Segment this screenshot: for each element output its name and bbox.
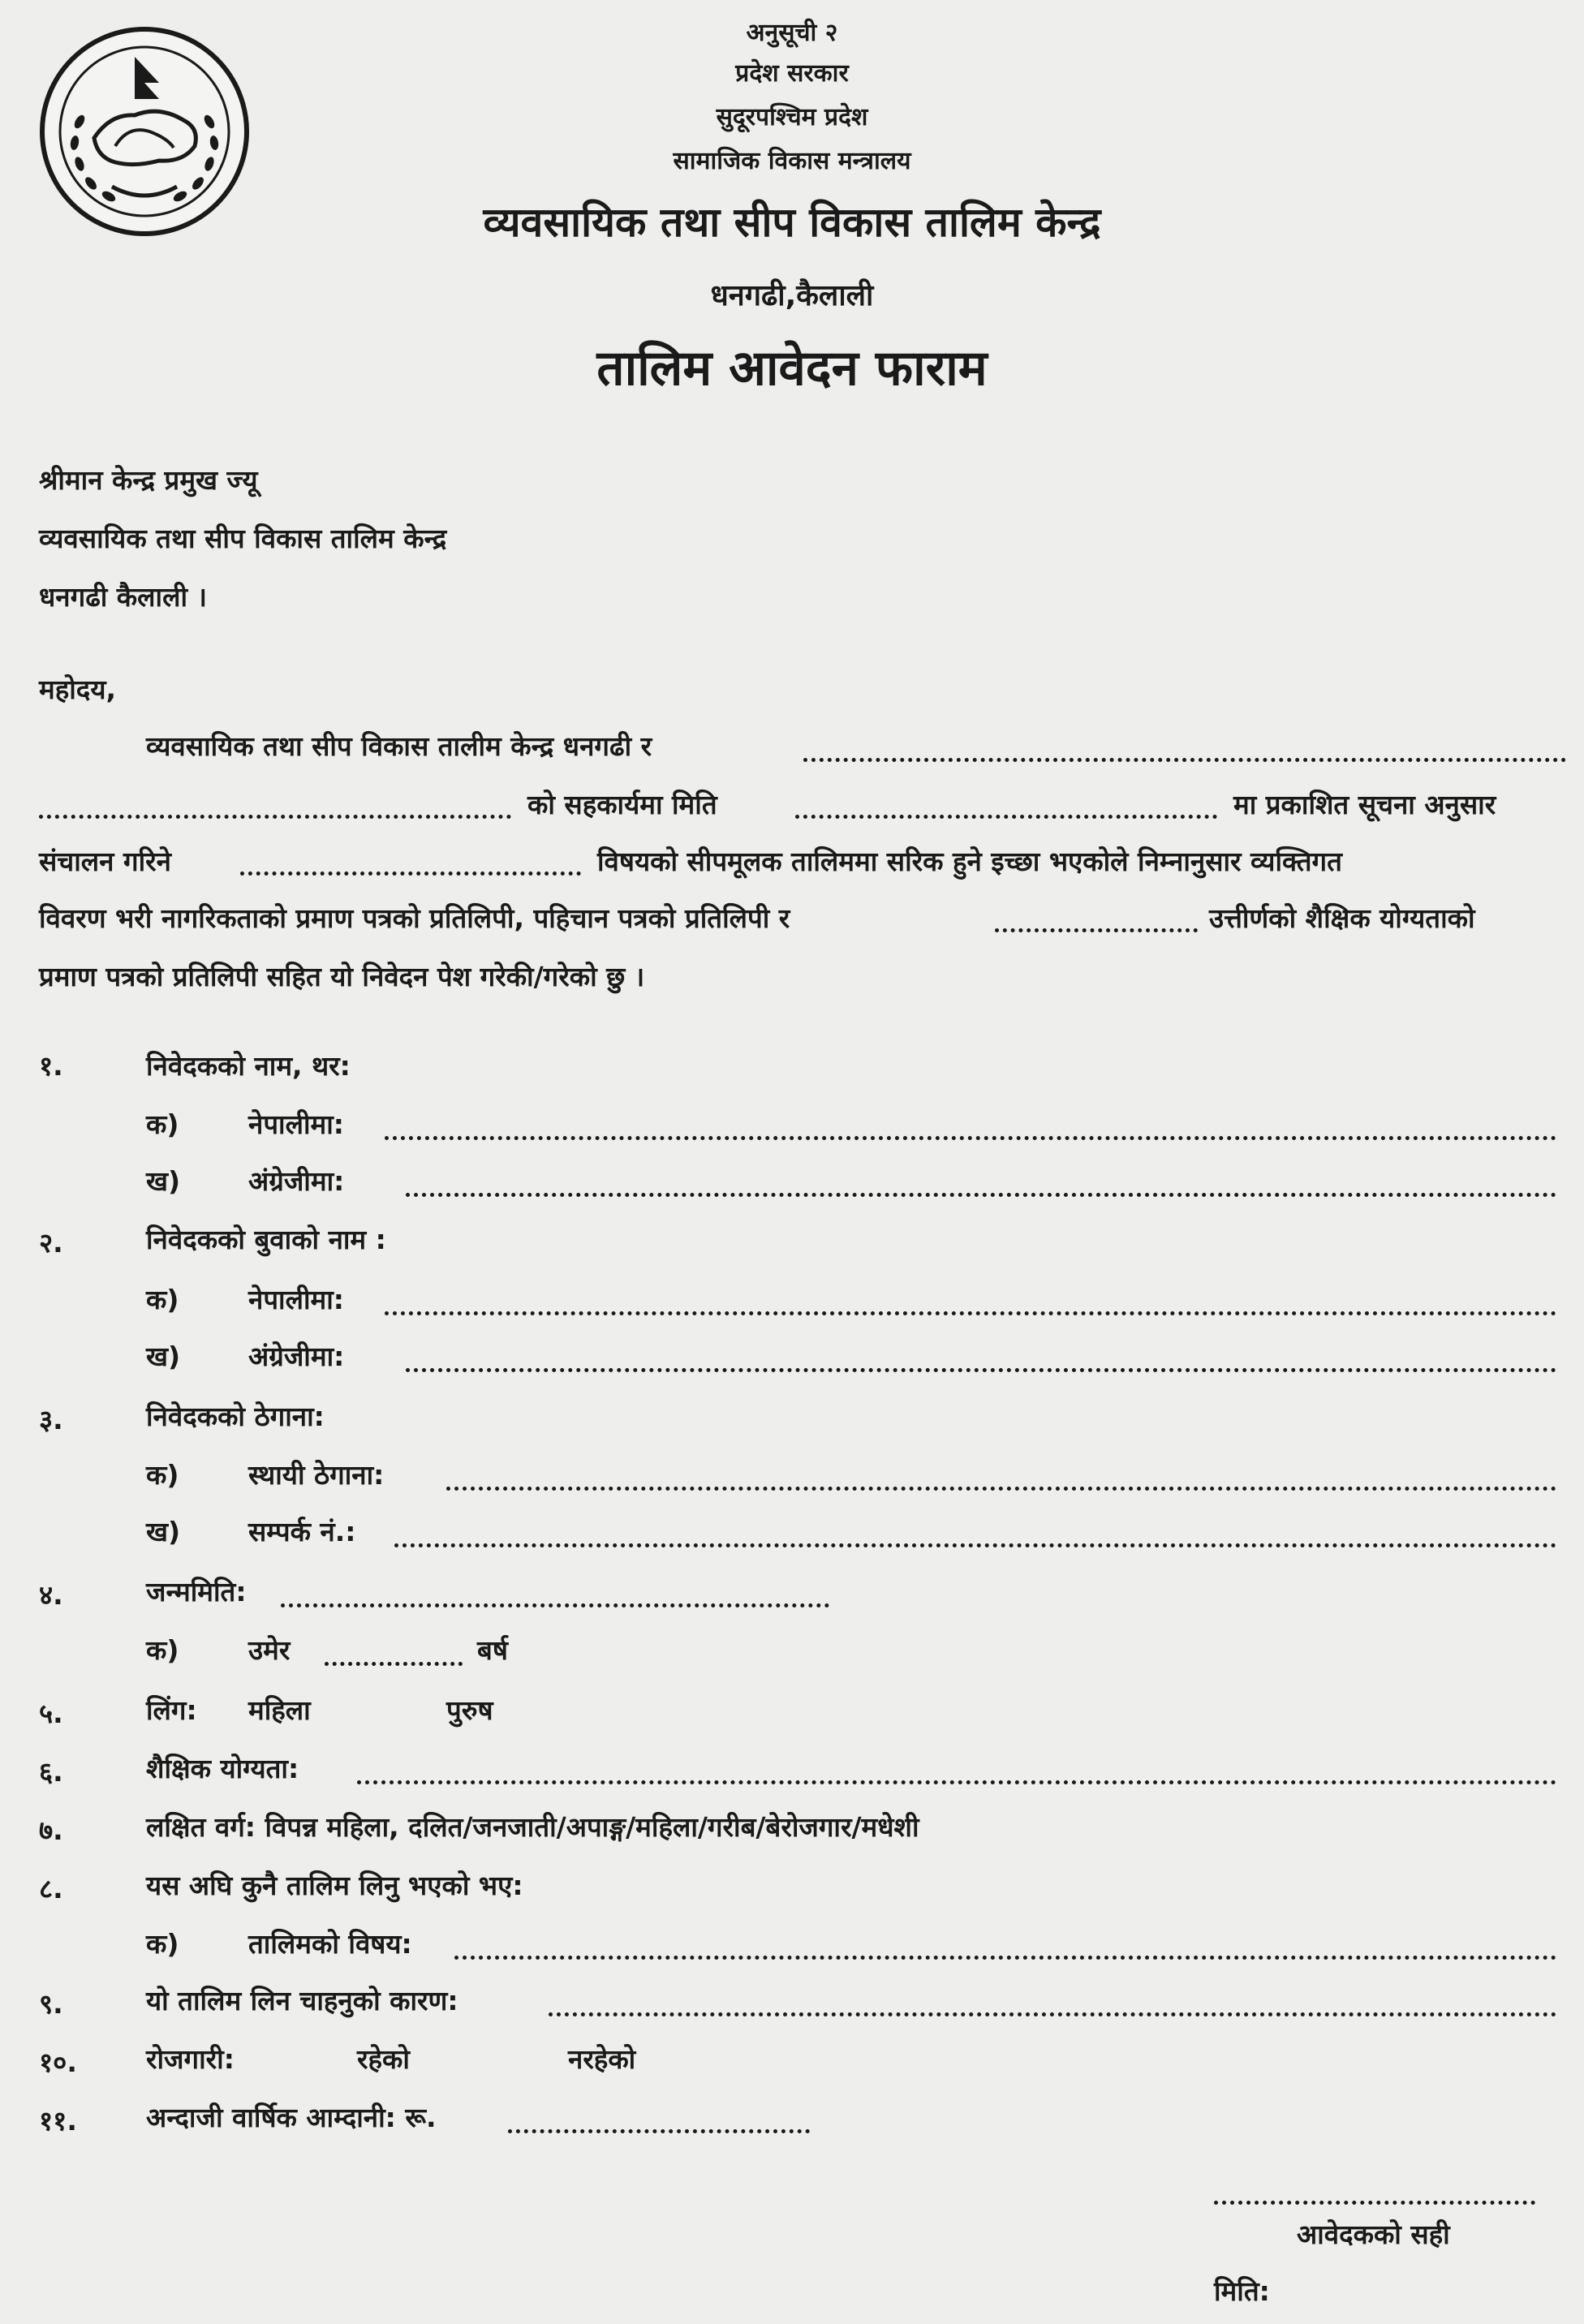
passed-level-field[interactable] bbox=[995, 928, 1198, 932]
provincial-govt-label: प्रदेश सरकार bbox=[735, 59, 849, 88]
item-4a-unit: बर्ष bbox=[477, 1634, 508, 1666]
body-line-3b: विषयको सीपमूलक तालिममा सरिक हुने इच्छा भएकोले निम्नानुसार व्यक्तिगत bbox=[597, 846, 1342, 877]
item-7-number: ७. bbox=[39, 1814, 63, 1846]
item-1-label: निवेदकको नाम, थर: bbox=[146, 1050, 351, 1082]
item-3b-marker: ख) bbox=[146, 1516, 181, 1547]
address-line-1: श्रीमान केन्द्र प्रमुख ज्यू bbox=[39, 464, 258, 496]
applicant-signature-field[interactable] bbox=[1214, 2201, 1535, 2205]
father-name-nepali-field[interactable] bbox=[385, 1311, 1556, 1315]
schedule-label: अनुसूची २ bbox=[746, 19, 838, 47]
signature-date-label: मिति: bbox=[1214, 2275, 1270, 2307]
applicant-name-english-field[interactable] bbox=[406, 1193, 1556, 1197]
contact-number-field[interactable] bbox=[394, 1543, 1556, 1547]
item-6-label: शैक्षिक योग्यता: bbox=[146, 1753, 299, 1784]
training-reason-field[interactable] bbox=[549, 2012, 1556, 2016]
body-line-3a: संचालन गरिने bbox=[39, 846, 171, 877]
address-line-3: धनगढी कैलाली । bbox=[39, 581, 207, 613]
partner-org-field-cont[interactable] bbox=[39, 815, 511, 819]
employment-option-yes[interactable]: रहेको bbox=[357, 2043, 410, 2075]
item-8a-marker: क) bbox=[146, 1928, 179, 1960]
center-name: व्यवसायिक तथा सीप विकास तालिम केन्द्र bbox=[483, 199, 1101, 246]
item-4-number: ४. bbox=[39, 1579, 63, 1611]
item-1-number: १. bbox=[39, 1050, 63, 1082]
address-line-2: व्यवसायिक तथा सीप विकास तालिम केन्द्र bbox=[39, 523, 447, 554]
date-of-birth-field[interactable] bbox=[281, 1603, 829, 1607]
gender-option-male[interactable]: पुरुष bbox=[446, 1694, 493, 1726]
item-2-label: निवेदकको बुवाको नाम : bbox=[146, 1224, 386, 1255]
item-3a-label: स्थायी ठेगाना: bbox=[248, 1459, 385, 1491]
father-name-english-field[interactable] bbox=[406, 1368, 1556, 1372]
item-2b-marker: ख) bbox=[146, 1341, 181, 1372]
item-1a-marker: क) bbox=[146, 1108, 179, 1140]
item-2b-label: अंग्रेजीमा: bbox=[248, 1341, 345, 1372]
previous-training-subject-field[interactable] bbox=[454, 1956, 1556, 1960]
item-10-number: १०. bbox=[39, 2046, 77, 2078]
body-line-2b: मा प्रकाशित सूचना अनुसार bbox=[1233, 789, 1496, 820]
item-2a-label: नेपालीमा: bbox=[248, 1284, 345, 1315]
item-11-number: ११. bbox=[39, 2105, 77, 2137]
item-9-label: यो तालिम लिन चाहनुको कारण: bbox=[146, 1985, 458, 2016]
item-1b-label: अंग्रेजीमा: bbox=[248, 1165, 345, 1197]
item-5-label: लिंग: bbox=[146, 1694, 197, 1726]
item-3a-marker: क) bbox=[146, 1459, 179, 1491]
body-line-4b: उत्तीर्णको शैक्षिक योग्यताको bbox=[1209, 902, 1475, 934]
item-10-label: रोजगारी: bbox=[146, 2043, 235, 2075]
age-field[interactable] bbox=[325, 1662, 463, 1666]
training-subject-field[interactable] bbox=[240, 872, 581, 876]
applicant-name-nepali-field[interactable] bbox=[385, 1136, 1556, 1140]
body-line-5: प्रमाण पत्रको प्रतिलिपी सहित यो निवेदन पेश गरेकी/गरेको छु । bbox=[39, 961, 645, 992]
item-11-label: अन्दाजी वार्षिक आम्दानी: रू. bbox=[146, 2102, 437, 2133]
item-1a-label: नेपालीमा: bbox=[248, 1108, 345, 1140]
item-4a-marker: क) bbox=[146, 1634, 179, 1666]
education-field[interactable] bbox=[357, 1780, 1556, 1784]
item-6-number: ६. bbox=[39, 1756, 63, 1788]
employment-option-no[interactable]: नरहेको bbox=[568, 2043, 636, 2075]
notice-date-field[interactable] bbox=[795, 815, 1217, 819]
ministry-label: सामाजिक विकास मन्त्रालय bbox=[673, 147, 911, 175]
gender-option-female[interactable]: महिला bbox=[248, 1694, 311, 1726]
item-8a-label: तालिमको विषय: bbox=[248, 1928, 412, 1960]
item-5-number: ५. bbox=[39, 1698, 63, 1729]
item-2-number: २. bbox=[39, 1227, 63, 1259]
center-location: धनगढी,कैलाली bbox=[710, 279, 874, 312]
body-line-4a: विवरण भरी नागरिकताको प्रमाण पत्रको प्रतिलिपी, पहिचान पत्रको प्रतिलिपी र bbox=[39, 902, 790, 934]
permanent-address-field[interactable] bbox=[446, 1487, 1556, 1491]
item-1b-marker: ख) bbox=[146, 1165, 181, 1197]
item-8-label: यस अघि कुनै तालिम लिनु भएको भए: bbox=[146, 1870, 523, 1901]
signature-label: आवेदकको सही bbox=[1297, 2219, 1450, 2250]
form-title: तालिम आवेदन फाराम bbox=[596, 340, 988, 397]
item-2a-marker: क) bbox=[146, 1284, 179, 1315]
item-3-number: ३. bbox=[39, 1404, 63, 1435]
salutation: महोदय, bbox=[39, 674, 117, 705]
item-4a-label: उमेर bbox=[248, 1634, 291, 1666]
province-label: सुदूरपश्चिम प्रदेश bbox=[716, 103, 868, 131]
item-4-label: जन्ममिति: bbox=[146, 1576, 247, 1607]
annual-income-field[interactable] bbox=[508, 2129, 810, 2133]
body-line-1: व्यवसायिक तथा सीप विकास तालीम केन्द्र धनगढी र bbox=[146, 730, 652, 762]
body-line-2a: को सहकार्यमा मिति bbox=[527, 789, 717, 820]
item-3-label: निवेदकको ठेगाना: bbox=[146, 1401, 325, 1432]
partner-org-field[interactable] bbox=[803, 758, 1566, 762]
item-3b-label: सम्पर्क नं.: bbox=[248, 1516, 356, 1547]
item-9-number: ९. bbox=[39, 1988, 63, 2020]
item-8-number: ८. bbox=[39, 1873, 63, 1904]
target-group-label: लक्षित वर्ग: विपन्न महिला, दलित/जनजाती/अपाङ्ग/महिला/गरीब/बेरोजगार/मधेशी bbox=[146, 1811, 919, 1843]
